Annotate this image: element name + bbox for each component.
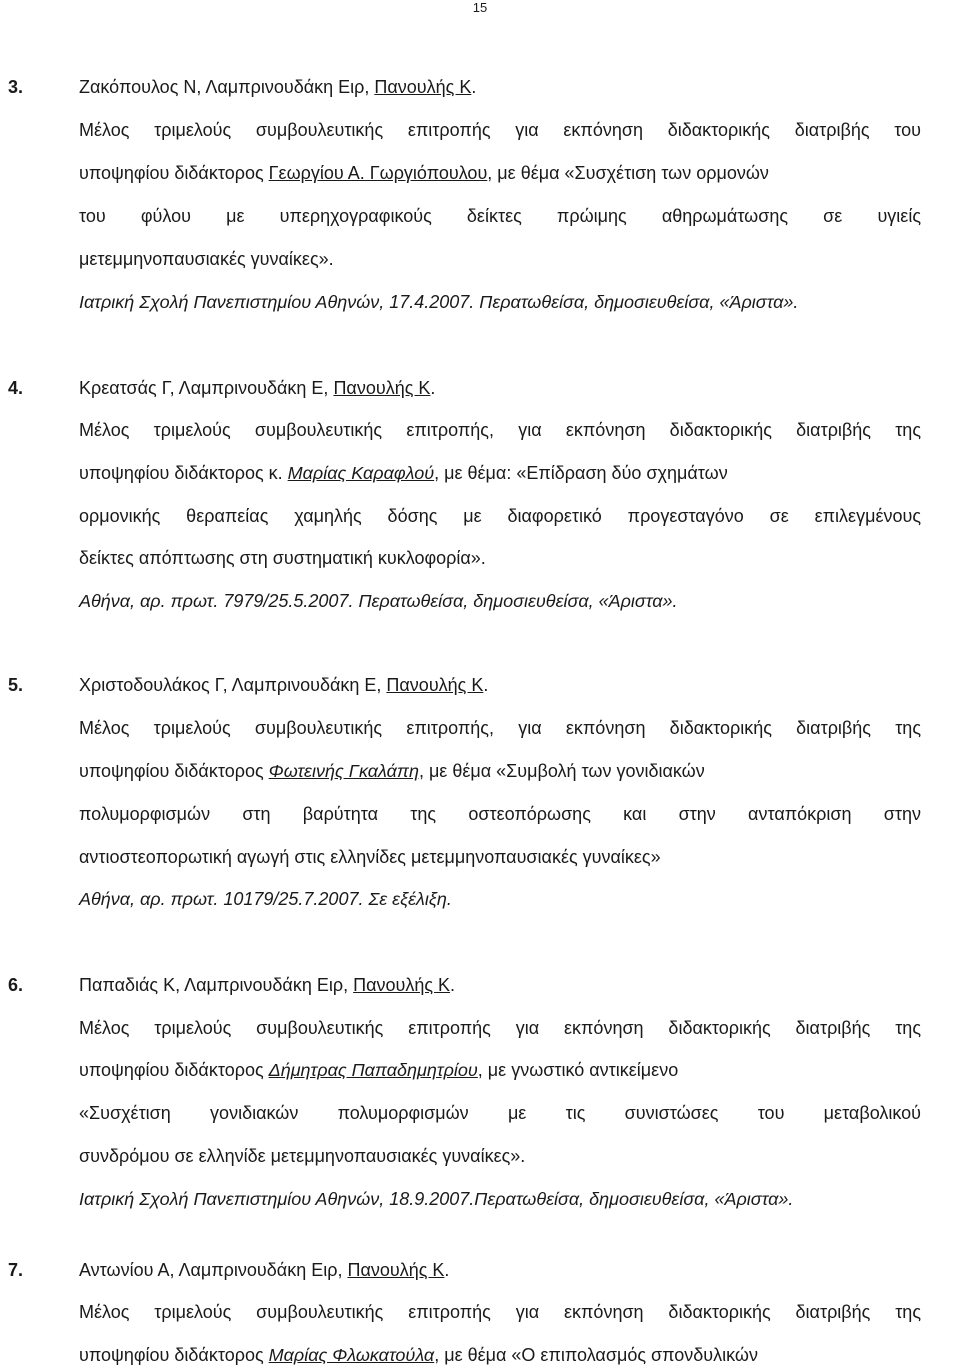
authors-underlined: Πανουλής Κ [386,675,484,695]
entry-line-3: «Συσχέτιση γονιδιακών πολυμορφισμών με τις συνιστώσες του μεταβολικού [79,1103,921,1123]
entry-line-1: Μέλος τριμελούς συμβουλευτικής επιτροπής, για εκπόνηση διδακτορικής διατριβής της [79,718,921,738]
entry-line-1: Μέλος τριμελούς συμβουλευτικής επιτροπής για εκπόνηση διδακτορικής διατριβής της [79,1302,921,1322]
authors-underlined: Πανουλής Κ [374,77,472,97]
entry-status: Ιατρική Σχολή Πανεπιστημίου Αθηνών, 18.9.2007.Περατωθείσα, δημοσιευθείσα, «Άριστα». [79,1189,794,1209]
line-text: υποψηφίου διδάκτορος [79,1345,269,1365]
entry-line-4: μετεμμηνοπαυσιακές γυναίκες». [79,249,334,269]
entry-line-3: πολυμορφισμών στη βαρύτητα της οστεοπόρωσης και στην ανταπόκριση στην [79,804,921,824]
entry-line-2 [79,759,921,783]
authors-text: Αντωνίου Α, Λαμπρινουδάκη Ειρ, [79,1260,348,1280]
entry-line-2 [79,161,921,185]
entry-line-3: ορμονικής θεραπείας χαμηλής δόσης με διαφορετικό προγεσταγόνο σε επιλεγμένους [79,506,921,526]
entry-line-1: Μέλος τριμελούς συμβουλευτικής επιτροπής για εκπόνηση διδακτορικής διατριβής της [79,1018,921,1038]
authors-end: . [430,378,436,398]
authors-underlined: Πανουλής Κ [333,378,431,398]
entry-authors [79,973,921,997]
page-number: 15 [472,0,488,15]
candidate-name: Γεωργίου Α. Γωργιόπουλου [268,163,488,183]
entry-number: 6. [8,975,24,995]
entry-number: 7. [8,1260,24,1280]
line-text: , με θέμα: «Επίδραση δύο σχημάτων [434,463,728,483]
entry-authors [79,376,921,400]
line-text: , με θέμα «Ο επιπολασμός σπονδυλικών [434,1345,758,1365]
entry-line-4: δείκτες απόπτωσης στη συστηματική κυκλοφορία». [79,548,486,568]
authors-end: . [444,1260,450,1280]
entry-number: 4. [8,378,24,398]
entry-line-1: Μέλος τριμελούς συμβουλευτικής επιτροπής, για εκπόνηση διδακτορικής διατριβής της [79,420,921,440]
entry-authors [79,1258,921,1282]
entry-number: 5. [8,675,24,695]
line-text: υποψηφίου διδάκτορος [79,761,269,781]
line-text: υποψηφίου διδάκτορος [79,163,269,183]
entry-line-3: του φύλου με υπερηχογραφικούς δείκτες πρώιμης αθηρωμάτωσης σε υγιείς [79,206,921,226]
authors-text: Ζακόπουλος Ν, Λαμπρινουδάκη Ειρ, [79,77,375,97]
authors-text: Χριστοδουλάκος Γ, Λαμπρινουδάκη Ε, [79,675,387,695]
entry-line-2 [79,461,921,485]
entry-line-2 [79,1058,921,1082]
candidate-name: Μαρίας Φλωκατούλα [268,1345,435,1365]
candidate-name: Μαρίας Καραφλού [287,463,435,483]
authors-end: . [450,975,456,995]
entry-status: Ιατρική Σχολή Πανεπιστημίου Αθηνών, 17.4.2007. Περατωθείσα, δημοσιευθείσα, «Άριστα». [79,292,799,312]
line-text: , με θέμα «Συσχέτιση των ορμονών [487,163,769,183]
entry-authors [79,75,921,99]
entry-line-4: συνδρόμου σε ελληνίδε μετεμμηνοπαυσιακές γυναίκες». [79,1146,526,1166]
entry-authors [79,673,921,697]
authors-end: . [471,77,477,97]
authors-underlined: Πανουλής Κ [353,975,451,995]
authors-end: . [483,675,489,695]
entry-line-4: αντιοστεοπορωτική αγωγή στις ελληνίδες μετεμμηνοπαυσιακές γυναίκες» [79,847,661,867]
authors-text: Κρεατσάς Γ, Λαμπρινουδάκη Ε, [79,378,334,398]
line-text: υποψηφίου διδάκτορος κ. [79,463,288,483]
authors-underlined: Πανουλής Κ [347,1260,445,1280]
line-text: , με θέμα «Συμβολή των γονιδιακών [418,761,705,781]
line-text: υποψηφίου διδάκτορος [79,1060,269,1080]
candidate-name: Δήμητρας Παπαδημητρίου [268,1060,478,1080]
entry-status: Αθήνα, αρ. πρωτ. 10179/25.7.2007. Σε εξέλιξη. [79,889,452,909]
line-text: , με γνωστικό αντικείμενο [477,1060,679,1080]
candidate-name: Φωτεινής Γκαλάπη [268,761,419,781]
authors-text: Παπαδιάς Κ, Λαμπρινουδάκη Ειρ, [79,975,354,995]
entry-line-1: Μέλος τριμελούς συμβουλευτικής επιτροπής για εκπόνηση διδακτορικής διατριβής του [79,120,921,140]
entry-status: Αθήνα, αρ. πρωτ. 7979/25.5.2007. Περατωθείσα, δημοσιευθείσα, «Άριστα». [79,591,678,611]
entry-line-2 [79,1343,921,1367]
entry-number: 3. [8,77,24,97]
